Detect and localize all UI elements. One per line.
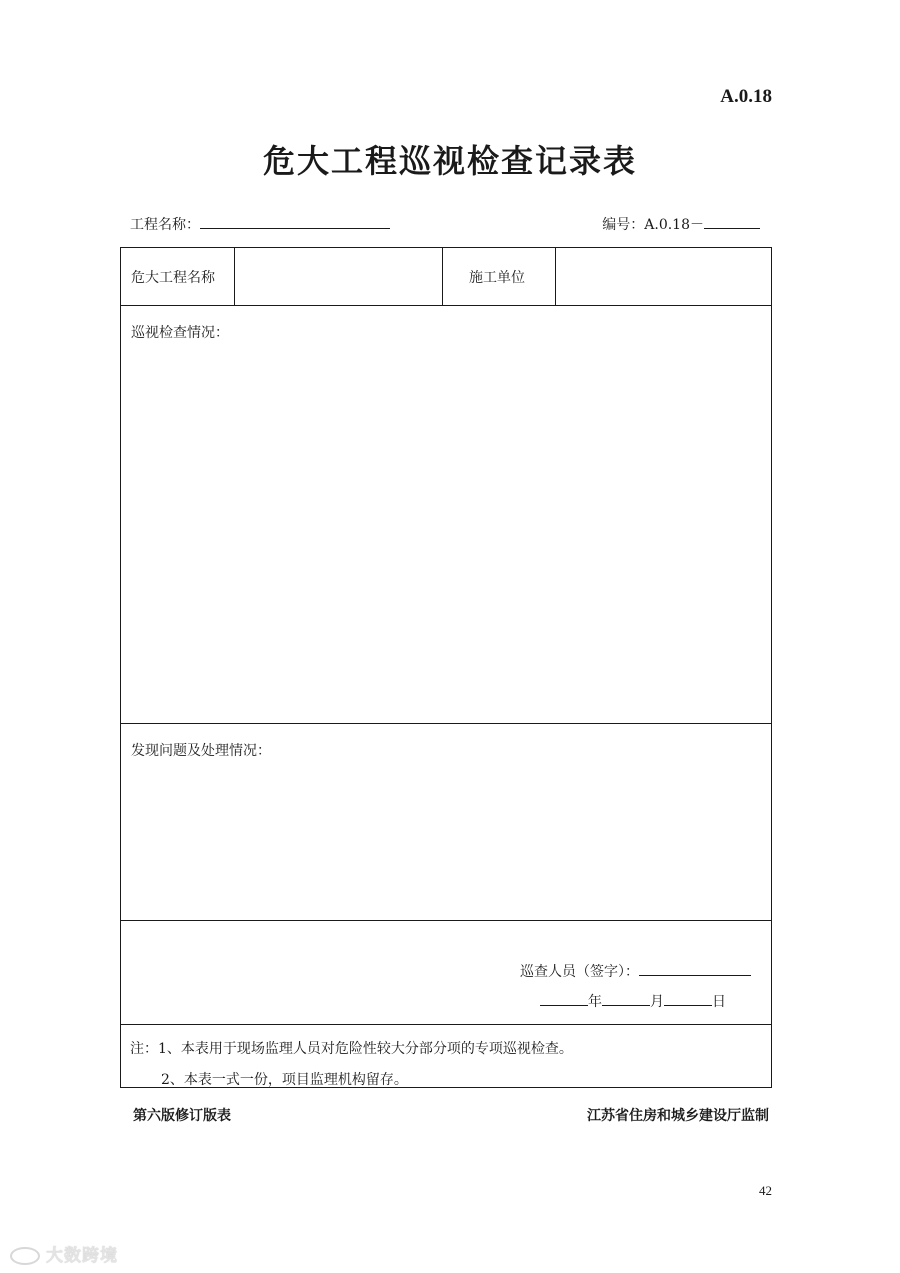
watermark-text: 大数跨境 [46,1246,118,1266]
contractor-value-cell[interactable] [556,248,771,305]
note-1: 注：1、本表用于现场监理人员对危险性较大分部分项的专项巡视检查。 [130,1041,573,1057]
day-line[interactable] [664,991,712,1006]
dangerous-project-name-value-cell[interactable] [235,248,443,305]
footer-issuer: 江苏省住房和城乡建设厅监制 [587,1108,769,1124]
month-label: 月 [650,994,664,1010]
project-name-label: 工程名称： [130,217,200,233]
inspector-label: 巡查人员（签字）： [520,964,639,980]
inspector-signature[interactable] [520,961,751,981]
watermark-logo-icon [10,1247,40,1265]
note-2: 2、本表一式一份，项目监理机构留存。 [161,1072,408,1088]
signature-section [121,921,771,1025]
project-name-line[interactable] [200,214,390,229]
year-line[interactable] [540,991,588,1006]
inspection-label: 巡视检查情况： [131,325,229,341]
issues-section[interactable] [121,724,771,921]
signature-date[interactable] [540,991,726,1011]
inspection-section[interactable] [121,306,771,724]
watermark [10,1241,118,1266]
page-title: 危大工程巡视检查记录表 [262,142,637,180]
contractor-label: 施工单位 [469,270,525,286]
number-field[interactable] [602,214,760,234]
notes-section [121,1025,771,1087]
header-row [121,248,771,306]
dangerous-project-name-label: 危大工程名称 [131,270,215,286]
year-label: 年 [588,994,602,1010]
inspector-signature-line[interactable] [639,961,751,976]
number-label: 编号：A.0.18－ [602,217,704,233]
project-name-label-cell [121,248,235,305]
page-number: 42 [759,1183,772,1198]
footer-edition: 第六版修订版表 [133,1108,231,1124]
contractor-label-cell [443,248,556,305]
month-line[interactable] [602,991,650,1006]
record-form-table [120,247,772,1088]
number-line[interactable] [704,214,760,229]
project-name-field[interactable] [130,214,390,234]
issues-label: 发现问题及处理情况： [131,743,271,759]
form-code: A.0.18 [720,86,772,107]
day-label: 日 [712,994,726,1010]
